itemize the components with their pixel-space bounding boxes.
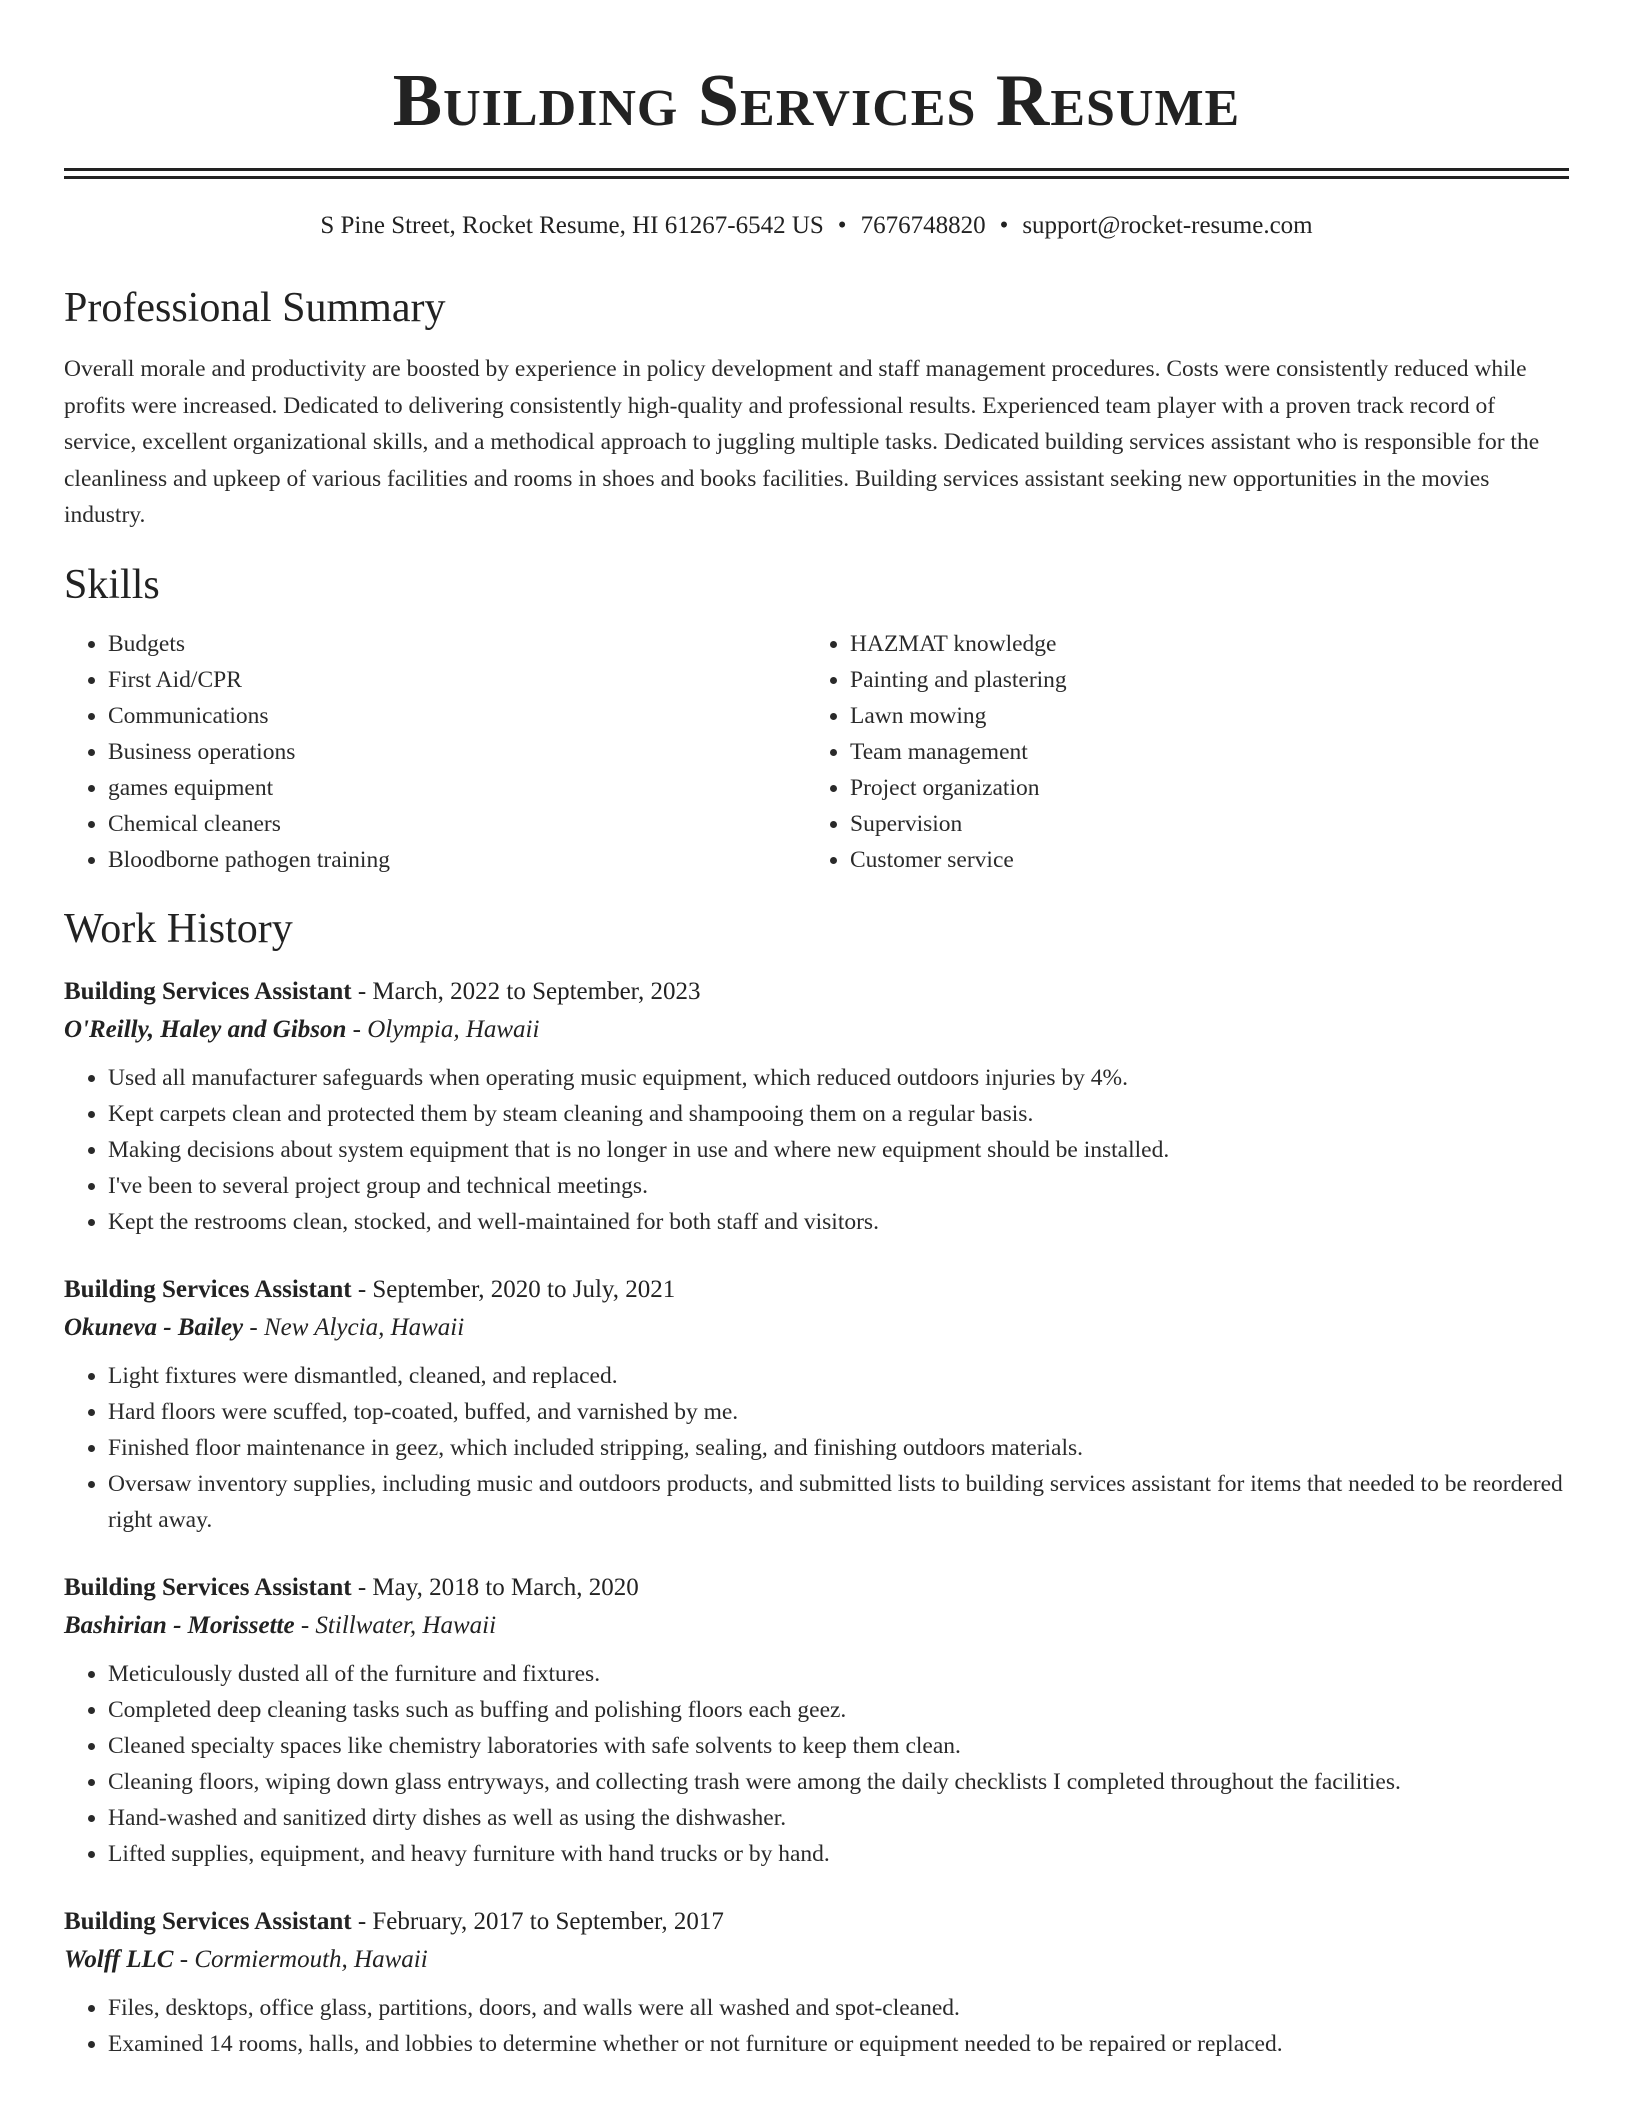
duty-item: • Hard floors were scuffed, top-coated, buffed, and varnished by me. xyxy=(108,1394,1569,1430)
work-history-section xyxy=(64,904,1569,2062)
skill-item: • Team management xyxy=(850,734,1548,770)
job-title-line xyxy=(64,1570,1569,1606)
duty-item: • Completed deep cleaning tasks such as buffing and polishing floors each geez. xyxy=(108,1692,1569,1728)
duty-list xyxy=(64,1990,1569,2062)
company-line xyxy=(64,1010,1569,1050)
section-heading: Skills xyxy=(64,561,160,608)
skill-item: • Communications xyxy=(108,698,806,734)
duty-item: • Kept the restrooms clean, stocked, and well-maintained for both staff and visitors. xyxy=(108,1204,1569,1240)
company-location: - Olympia, Hawaii xyxy=(346,1015,540,1043)
contact-line xyxy=(64,209,1569,243)
duty-item: • Used all manufacturer safeguards when operating music equipment, which reduced outdoors injuries by 4%. xyxy=(108,1060,1569,1096)
company-name: Okuneva - Bailey xyxy=(64,1313,244,1341)
contact-address: S Pine Street, Rocket Resume, HI 61267-6542 US xyxy=(320,212,824,239)
duty-item: • Light fixtures were dismantled, cleaned, and replaced. xyxy=(108,1358,1569,1394)
skill-item: • Budgets xyxy=(108,626,806,662)
company-location: - New Alycia, Hawaii xyxy=(243,1313,465,1341)
professional-summary-section xyxy=(64,283,1569,534)
job-title: Building Services Assistant xyxy=(64,1275,352,1303)
contact-separator: • xyxy=(837,212,847,239)
duty-item: • Making decisions about system equipment that is no longer in use and where new equipment should be installed. xyxy=(108,1132,1569,1168)
skills-column-right xyxy=(806,626,1548,878)
company-line xyxy=(64,1606,1569,1646)
duty-item: • Lifted supplies, equipment, and heavy furniture with hand trucks or by hand. xyxy=(108,1836,1569,1872)
job-title-line xyxy=(64,974,1569,1010)
contact-separator: • xyxy=(999,212,1009,239)
duty-item: • Finished floor maintenance in geez, which included stripping, sealing, and finishing outdoors materials. xyxy=(108,1430,1569,1466)
duty-item: • Kept carpets clean and protected them by steam cleaning and shampooing them on a regular basis. xyxy=(108,1096,1569,1132)
title-double-rule xyxy=(64,168,1569,179)
duty-item: • I've been to several project group and technical meetings. xyxy=(108,1168,1569,1204)
job-entry xyxy=(64,1904,1569,2062)
skill-item: • HAZMAT knowledge xyxy=(850,626,1548,662)
skill-item: • Bloodborne pathogen training xyxy=(108,842,806,878)
duty-item: • Cleaning floors, wiping down glass entryways, and collecting trash were among the daily checklists I completed throughout the facilities. xyxy=(108,1764,1569,1800)
resume-page xyxy=(64,0,1569,2062)
job-title: Building Services Assistant xyxy=(64,1573,352,1601)
job-entry xyxy=(64,1570,1569,1872)
duty-list xyxy=(64,1060,1569,1240)
company-location: - Stillwater, Hawaii xyxy=(294,1611,497,1639)
duty-item: • Hand-washed and sanitized dirty dishes as well as using the dishwasher. xyxy=(108,1800,1569,1836)
duty-item: • Oversaw inventory supplies, including music and outdoors products, and submitted lists to building services assistant for items that needed to be reordered right away. xyxy=(108,1466,1569,1538)
job-title-line xyxy=(64,1904,1569,1940)
contact-phone: 7676748820 xyxy=(860,212,986,239)
job-entry xyxy=(64,1272,1569,1538)
job-entry xyxy=(64,974,1569,1240)
job-title-line xyxy=(64,1272,1569,1308)
company-name: O'Reilly, Haley and Gibson xyxy=(64,1015,347,1043)
skill-item: • Chemical cleaners xyxy=(108,806,806,842)
skill-item: • Painting and plastering xyxy=(850,662,1548,698)
duty-item: • Cleaned specialty spaces like chemistry laboratories with safe solvents to keep them clean. xyxy=(108,1728,1569,1764)
duty-item: • Meticulously dusted all of the furniture and fixtures. xyxy=(108,1656,1569,1692)
company-name: Wolff LLC xyxy=(64,1945,174,1973)
job-dates: - September, 2020 to July, 2021 xyxy=(351,1275,676,1303)
duty-list xyxy=(64,1656,1569,1872)
skill-item: • Business operations xyxy=(108,734,806,770)
summary-paragraph: Overall morale and productivity are boosted by experience in policy development and staff management procedures. Costs were consistently reduced while profits were increased. Dedicated to delivering consistently high-quality and professional results. Experienced team player with a proven track record of service, excellent organizational skills, and a methodical approach to juggling multiple tasks. Dedicated building services assistant who is responsible for the cleanliness and upkeep of various facilities and rooms in shoes and books facilities. Building services assistant seeking new opportunities in the movies industry. xyxy=(64,356,1540,528)
job-dates: - May, 2018 to March, 2020 xyxy=(351,1573,639,1601)
job-title: Building Services Assistant xyxy=(64,1907,352,1935)
job-dates: - February, 2017 to September, 2017 xyxy=(351,1907,724,1935)
duty-item: • Examined 14 rooms, halls, and lobbies to determine whether or not furniture or equipment needed to be repaired or replaced. xyxy=(108,2026,1569,2062)
duty-list xyxy=(64,1358,1569,1538)
skill-item: • Lawn mowing xyxy=(850,698,1548,734)
skill-item: • Project organization xyxy=(850,770,1548,806)
skill-item: • Supervision xyxy=(850,806,1548,842)
skill-item: • Customer service xyxy=(850,842,1548,878)
company-line xyxy=(64,1940,1569,1980)
skills-column-left xyxy=(64,626,806,878)
company-line xyxy=(64,1308,1569,1348)
resume-title: Building Services Resume xyxy=(392,60,1241,142)
contact-email: support@rocket-resume.com xyxy=(1022,212,1313,239)
section-heading: Work History xyxy=(64,905,293,952)
company-name: Bashirian - Morissette xyxy=(64,1611,295,1639)
skills-section xyxy=(64,560,1569,878)
skill-item: • First Aid/CPR xyxy=(108,662,806,698)
job-list xyxy=(64,974,1569,2062)
section-heading: Professional Summary xyxy=(64,285,446,331)
company-location: - Cormiermouth, Hawaii xyxy=(173,1945,428,1973)
duty-item: • Files, desktops, office glass, partitions, doors, and walls were all washed and spot-cleaned. xyxy=(108,1990,1569,2026)
job-dates: - March, 2022 to September, 2023 xyxy=(351,977,701,1005)
skill-item: • games equipment xyxy=(108,770,806,806)
skills-grid xyxy=(64,626,1569,878)
job-title: Building Services Assistant xyxy=(64,977,352,1005)
